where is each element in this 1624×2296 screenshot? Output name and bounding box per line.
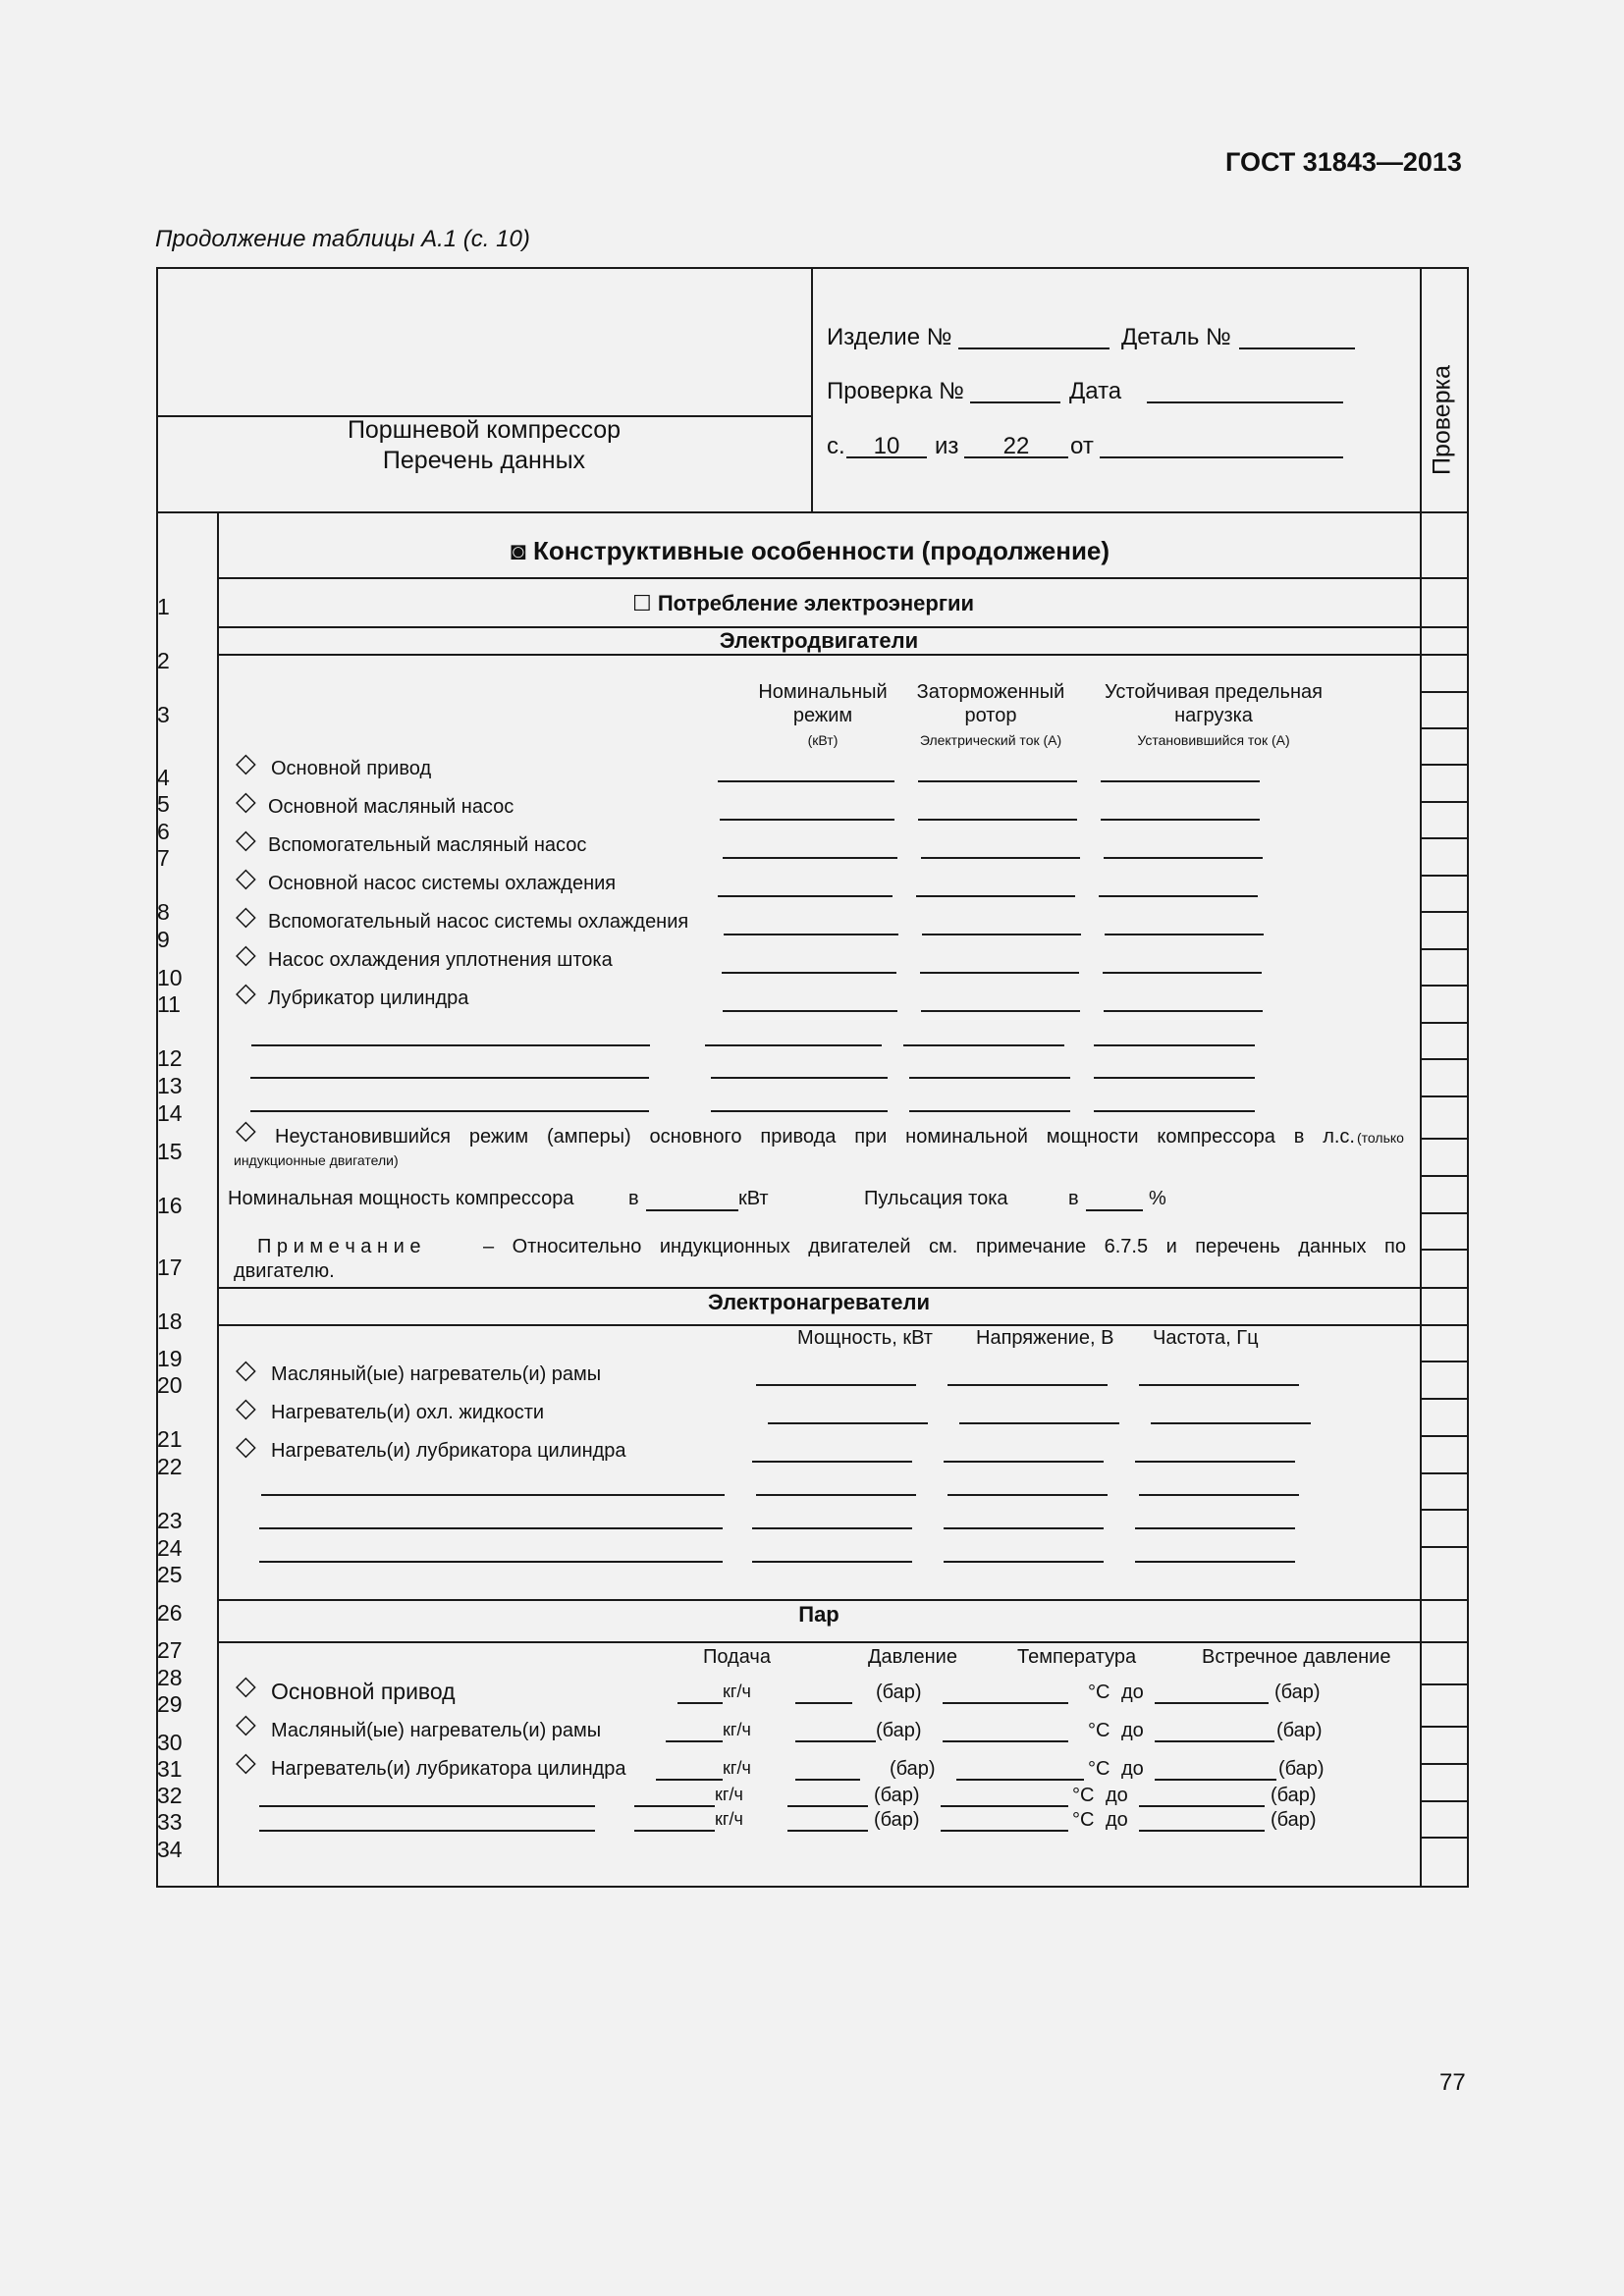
steam-title: Пар [798,1602,839,1627]
motors-col-steady-load [1078,680,1349,752]
check-tick [1420,1763,1469,1765]
page-of-label: из [935,433,959,459]
steam-flow-unit: кг/ч [715,1785,743,1804]
check-tick [1420,1800,1469,1802]
heaters-title: Электронагреватели [707,1290,931,1314]
motor-field[interactable] [1094,1077,1255,1079]
steam-backpressure-field[interactable] [1155,1740,1274,1742]
motor-item: Основной насос системы охлаждения [268,873,617,894]
steam-pressure-unit: (бар) [890,1758,936,1780]
row-number: 27 [157,1637,183,1663]
table-continuation: Продолжение таблицы А.1 (с. 10) [155,226,530,252]
steam-temperature-field[interactable] [956,1779,1084,1781]
check-tick [1420,1058,1469,1060]
heaters-title-line [217,1324,1469,1326]
check-tick [1420,1249,1469,1251]
steam-degree-unit: °С [1088,1720,1110,1741]
steam-col-temperature: Температура [1017,1646,1137,1668]
diamond-icon[interactable]: ◇ [236,1393,256,1422]
motor-field[interactable] [718,895,893,897]
blank-name-field[interactable] [259,1805,595,1807]
steam-degree-unit: °С [1072,1809,1095,1831]
heater-field[interactable] [947,1494,1108,1496]
row-number: 20 [157,1372,183,1398]
diamond-icon[interactable]: ◇ [236,1431,256,1461]
heater-field[interactable] [752,1561,912,1563]
check-tick [1420,1361,1469,1362]
steam-backpressure-unit: (бар) [1274,1682,1321,1703]
check-tick [1420,1398,1469,1400]
motor-field[interactable] [711,1110,888,1112]
motor-field[interactable] [922,934,1081,935]
pulsation-in: в [1068,1188,1079,1209]
motor-field[interactable] [724,934,898,935]
steam-degree-unit: °С [1072,1785,1095,1806]
heater-field[interactable] [768,1422,928,1424]
blank-name-field[interactable] [250,1110,649,1112]
motor-field[interactable] [903,1044,1064,1046]
nominal-power-in: в [628,1188,639,1209]
steam-backpressure-field[interactable] [1139,1830,1265,1832]
check-tick [1420,1837,1469,1839]
col-heading: режим [792,705,853,726]
check-tick [1420,1095,1469,1097]
motor-field[interactable] [1104,1010,1263,1012]
row-number: 26 [157,1600,183,1626]
motor-field[interactable] [920,972,1079,974]
motor-field[interactable] [1103,972,1262,974]
page-prefix: с. [827,433,845,459]
motor-field[interactable] [1094,1110,1255,1112]
heaters-col-frequency: Частота, Гц [1153,1327,1259,1349]
heater-field[interactable] [1151,1422,1311,1424]
heater-field[interactable] [959,1422,1119,1424]
diamond-icon[interactable]: ◇ [236,1709,256,1738]
steam-col-flow: Подача [703,1646,771,1668]
heater-item: Нагреватель(и) лубрикатора цилиндра [271,1440,626,1462]
row-number: 25 [157,1562,183,1587]
steam-to-label: до [1121,1758,1144,1780]
diamond-icon[interactable]: ◇ [236,748,256,777]
heaters-col-power: Мощность, кВт [797,1327,933,1349]
col-heading: ротор [964,705,1017,726]
row-number: 30 [157,1730,183,1755]
date-field[interactable] [1147,401,1343,403]
heater-field[interactable] [1135,1527,1295,1529]
check-tick [1420,1726,1469,1728]
nominal-power-label: Номинальная мощность компрессора [228,1188,574,1209]
check-column-label: Проверка [1428,365,1456,475]
row-number: 21 [157,1426,183,1452]
note-text-cont: двигателю. [234,1260,335,1282]
motors-title-line [217,654,1469,656]
heater-field[interactable] [752,1527,912,1529]
row-number: 10 [157,965,183,990]
diamond-icon[interactable]: ◇ [236,978,256,1007]
unsteady-note-a: (только [1357,1130,1404,1146]
steam-backpressure-unit: (бар) [1271,1809,1317,1831]
note-text [483,1236,1406,1258]
motor-item: Основной масляный насос [268,796,514,818]
page-current-underline [846,456,927,458]
steam-backpressure-field[interactable] [1155,1779,1276,1781]
row-number: 16 [157,1193,183,1218]
steam-backpressure-unit: (бар) [1276,1720,1323,1741]
steam-backpressure-unit: (бар) [1271,1785,1317,1806]
form-title-line2: Перечень данных [382,447,586,474]
heater-field[interactable] [752,1461,912,1463]
subsection-title-text: Потребление электроэнергии [657,591,975,615]
row-number: 6 [157,819,170,844]
motor-field[interactable] [921,1010,1080,1012]
row-number: 8 [157,899,170,925]
row-number: 13 [157,1073,183,1098]
diamond-icon[interactable]: ◇ [236,1671,256,1700]
row-number: 17 [157,1255,183,1280]
diamond-icon[interactable]: ◇ [236,1747,256,1777]
diamond-icon[interactable]: ◇ [236,825,256,854]
unsteady-note-b: индукционные двигатели) [234,1152,399,1168]
heaters-col-voltage: Напряжение, В [976,1327,1114,1349]
row-number: 19 [157,1346,183,1371]
pulsation-field[interactable] [1086,1209,1143,1211]
steam-backpressure-unit: (бар) [1278,1758,1325,1780]
check-tick [1420,1435,1469,1437]
header-divider [811,267,813,513]
motors-col-nominal [738,680,907,752]
check-tick [1420,1472,1469,1474]
note-word: П р и м е ч а н и е [257,1236,421,1257]
check-tick [1420,837,1469,839]
col-unit: Установившийся ток (А) [1137,732,1290,748]
steam-to-label: до [1106,1809,1128,1831]
check-tick [1420,1022,1469,1024]
steam-pressure-unit: (бар) [876,1682,922,1703]
motor-field[interactable] [918,780,1077,782]
motor-item: Основной привод [271,758,432,779]
steam-flow-field[interactable] [666,1740,723,1742]
motor-field[interactable] [1094,1044,1255,1046]
steam-degree-unit: °С [1088,1682,1110,1703]
blank-name-field[interactable] [259,1830,595,1832]
from-label: от [1070,433,1094,459]
motor-field[interactable] [723,857,897,859]
row-number: 3 [157,702,170,727]
steam-temperature-field[interactable] [941,1830,1068,1832]
steam-to-label: до [1121,1682,1144,1703]
detail-number-label: Деталь № [1121,324,1231,350]
row-number: 7 [157,845,170,871]
form-title-line1: Поршневой компрессор [347,416,622,444]
heater-field[interactable] [944,1461,1104,1463]
check-tick [1420,985,1469,987]
row-number: 9 [157,927,170,952]
row-number: 4 [157,765,170,790]
motor-field[interactable] [711,1077,888,1079]
col-unit: (кВт) [807,732,839,748]
heater-field[interactable] [1139,1384,1299,1386]
check-tick [1420,801,1469,803]
detail-number-field[interactable] [1239,347,1355,349]
steam-flow-unit: кг/ч [715,1809,743,1829]
steam-flow-field[interactable] [634,1805,715,1807]
row-number: 29 [157,1691,183,1717]
steam-pressure-unit: (бар) [876,1720,922,1741]
note-line: – Относительно индукционных двигателей см. примечание 6.7.5 и перечень данных по [483,1236,1406,1257]
diamond-icon[interactable]: ◇ [236,786,256,816]
check-tick [1420,875,1469,877]
check-tick [1420,1683,1469,1685]
steam-pressure-unit: (бар) [874,1785,920,1806]
steam-temperature-field[interactable] [943,1740,1068,1742]
section-title-text: Конструктивные особенности (продолжение) [532,536,1110,565]
col-heading: нагрузка [1174,705,1253,726]
heater-field[interactable] [756,1384,916,1386]
unsteady-mode-text [275,1126,1355,1148]
check-number-field[interactable] [970,401,1060,403]
row-number: 34 [157,1837,183,1862]
blank-name-field[interactable] [259,1527,723,1529]
motor-field[interactable] [1105,934,1264,935]
steam-pressure-field[interactable] [795,1702,852,1704]
steam-pressure-unit: (бар) [874,1809,920,1831]
steam-item: Нагреватель(и) лубрикатора цилиндра [271,1758,626,1780]
col-unit: Электрический ток (А) [919,732,1062,748]
steam-item: Масляный(ые) нагреватель(и) рамы [271,1720,602,1741]
heater-item: Масляный(ые) нагреватель(и) рамы [271,1363,602,1385]
motor-field[interactable] [705,1044,882,1046]
motor-item: Лубрикатор цилиндра [268,988,469,1009]
steam-col-backpressure: Встречное давление [1202,1646,1391,1668]
motor-field[interactable] [722,972,896,974]
heater-field[interactable] [947,1384,1108,1386]
section-title-line [217,577,1469,579]
check-number-label: Проверка № [827,378,964,404]
check-tick [1420,1509,1469,1511]
diamond-icon[interactable]: ◇ [236,901,256,931]
check-tick [1420,764,1469,766]
diamond-icon[interactable]: ◇ [236,1115,256,1145]
from-field[interactable] [1100,456,1343,458]
steam-flow-field[interactable] [656,1779,723,1781]
steam-flow-unit: кг/ч [723,1720,751,1739]
blank-name-field[interactable] [251,1044,650,1046]
motor-item: Вспомогательный масляный насос [268,834,587,856]
steam-top-line [217,1599,1469,1601]
motor-field[interactable] [718,780,894,782]
row-number: 22 [157,1454,183,1479]
row-number-column-divider [217,511,219,1888]
date-label: Дата [1069,378,1122,404]
steam-to-label: до [1106,1785,1128,1806]
heaters-top-line [217,1287,1469,1289]
item-number-field[interactable] [958,347,1110,349]
steam-col-pressure: Давление [868,1646,957,1668]
diamond-icon[interactable]: ◇ [236,1355,256,1384]
diamond-icon[interactable]: ◇ [236,939,256,969]
pulsation-unit: % [1149,1188,1166,1209]
check-tick [1420,1546,1469,1548]
pulsation-label: Пульсация тока [864,1188,1008,1209]
check-tick [1420,691,1469,693]
heater-item: Нагреватель(и) охл. жидкости [271,1402,545,1423]
check-column-header [1423,365,1462,475]
item-number-label: Изделие № [827,324,952,350]
page-current[interactable]: 10 [873,433,900,459]
steam-item: Основной привод [271,1679,456,1704]
motors-col-locked-rotor [899,680,1082,752]
check-tick [1420,911,1469,913]
motor-field[interactable] [909,1077,1070,1079]
motor-field[interactable] [1099,895,1258,897]
motor-field[interactable] [909,1110,1070,1112]
page-total[interactable]: 22 [1002,433,1030,459]
steam-pressure-field[interactable] [787,1830,868,1832]
steam-backpressure-field[interactable] [1139,1805,1265,1807]
motor-field[interactable] [916,895,1075,897]
motor-field[interactable] [723,1010,897,1012]
motor-field[interactable] [918,819,1077,821]
steam-pressure-field[interactable] [795,1740,876,1742]
motor-field[interactable] [921,857,1080,859]
check-column-divider [1420,267,1422,1888]
steam-backpressure-field[interactable] [1155,1702,1269,1704]
steam-temperature-field[interactable] [943,1702,1068,1704]
row-number: 15 [157,1139,183,1164]
motor-field[interactable] [1101,819,1260,821]
col-heading: Номинальный [758,681,888,703]
checkbox-empty-icon[interactable]: ☐ [632,591,652,615]
unsteady-mode-line: Неустановившийся режим (амперы) основного привода при номинальной мощности компрессора в л.с. [275,1126,1355,1148]
heater-field[interactable] [944,1561,1104,1563]
frame-bottom [156,1886,1469,1888]
diamond-icon[interactable]: ◇ [236,863,256,892]
col-heading: Заторможенный [916,681,1065,703]
steam-flow-field[interactable] [677,1702,723,1704]
motor-field[interactable] [720,819,894,821]
frame-right [1467,267,1469,1888]
page-number: 77 [1439,2069,1466,2096]
document-code: ГОСТ 31843—2013 [1225,147,1462,177]
motor-item: Вспомогательный насос системы охлаждения [268,911,689,933]
row-number: 32 [157,1783,183,1808]
blank-name-field[interactable] [259,1561,723,1563]
nominal-power-field[interactable] [646,1209,738,1211]
row-number: 24 [157,1535,183,1561]
steam-flow-unit: кг/ч [723,1758,751,1778]
row-number: 2 [157,648,170,673]
motors-title: Электродвигатели [719,628,919,653]
subsection-title [632,591,974,616]
check-tick [1420,948,1469,950]
page-total-underline [964,456,1068,458]
check-tick [1420,1138,1469,1140]
row-number: 1 [157,594,170,619]
steam-flow-unit: кг/ч [723,1682,751,1701]
steam-pressure-field[interactable] [787,1805,868,1807]
steam-title-line [217,1641,1469,1643]
row-number: 18 [157,1308,183,1334]
heater-field[interactable] [756,1494,916,1496]
steam-to-label: до [1121,1720,1144,1741]
steam-flow-field[interactable] [634,1830,715,1832]
heater-field[interactable] [1139,1494,1299,1496]
motor-item: Насос охлаждения уплотнения штока [268,949,613,971]
nominal-power-unit: кВт [738,1188,769,1209]
steam-temperature-field[interactable] [941,1805,1068,1807]
row-number: 28 [157,1665,183,1690]
row-number: 23 [157,1508,183,1533]
blank-name-field[interactable] [261,1494,725,1496]
steam-degree-unit: °С [1088,1758,1110,1780]
row-number: 5 [157,791,170,817]
heater-field[interactable] [944,1527,1104,1529]
check-tick [1420,1175,1469,1177]
heater-field[interactable] [1135,1561,1295,1563]
row-number: 12 [157,1045,183,1071]
motor-field[interactable] [1101,780,1260,782]
row-number: 33 [157,1809,183,1835]
heater-field[interactable] [1135,1461,1295,1463]
section-title [511,536,1110,566]
check-tick [1420,1212,1469,1214]
row-number: 31 [157,1756,183,1782]
check-tick [1420,727,1469,729]
row-number: 14 [157,1100,183,1126]
row-number: 11 [157,991,181,1017]
steam-pressure-field[interactable] [795,1779,860,1781]
blank-name-field[interactable] [250,1077,649,1079]
motor-field[interactable] [1104,857,1263,859]
checkbox-filled-icon[interactable]: ◙ [511,536,526,565]
col-heading: Устойчивая предельная [1105,681,1323,703]
